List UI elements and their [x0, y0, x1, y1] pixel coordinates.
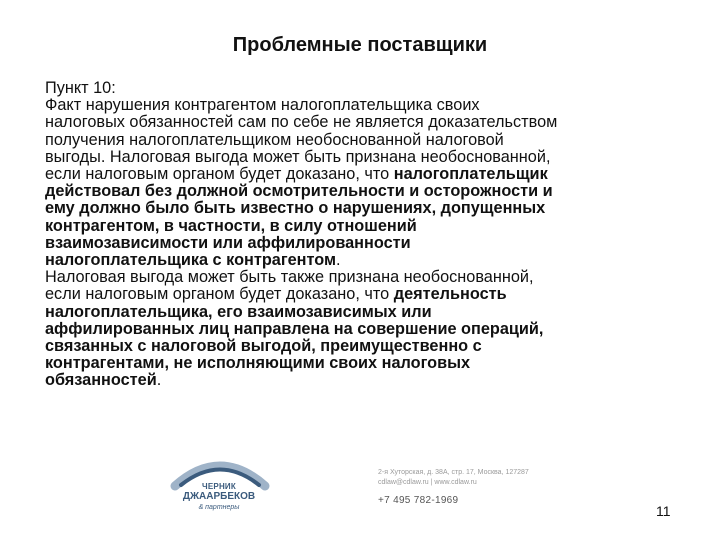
body-line [45, 183, 685, 200]
body-line [45, 321, 685, 338]
bold-text: аффилированных лиц направлена на совершение операций, [45, 319, 544, 338]
body-line [45, 218, 685, 235]
bold-text: ему должно было быть известно о нарушениях, допущенных [45, 199, 546, 218]
bold-text: деятельность [393, 285, 507, 304]
logo-name-2: ДЖААРБЕКОВ [182, 491, 256, 502]
text: Налоговая выгода может быть также признана необоснованной, [45, 268, 534, 287]
bold-text: взаимозависимости или аффилированности [45, 233, 411, 252]
page-number: 11 [656, 503, 671, 519]
contact-web: cdlaw@cdlaw.ru | www.cdlaw.ru [378, 479, 477, 486]
text: налоговых обязанностей сам по себе не является доказательством [45, 113, 558, 132]
text: если налоговым органом будет доказано, что [45, 165, 394, 184]
body-line [45, 355, 685, 372]
text: выгоды. Налоговая выгода может быть признана необоснованной, [45, 147, 551, 166]
body-line [45, 114, 685, 131]
body-line [45, 149, 685, 166]
text: Факт нарушения контрагентом налогоплательщика своих [45, 96, 480, 115]
bold-text: связанных с налоговой выгодой, преимущественно с [45, 337, 482, 356]
bold-text: налогоплательщик [393, 165, 548, 184]
slide-body [45, 80, 685, 390]
body-line [45, 132, 685, 149]
body-line [45, 235, 685, 252]
body-lines [45, 97, 685, 389]
contact-info [378, 468, 578, 488]
text: . [336, 251, 341, 270]
body-line [45, 200, 685, 217]
bold-text: обязанностей [45, 371, 157, 390]
bold-text: контрагентами, не исполняющими своих налоговых [45, 354, 471, 373]
body-line [45, 269, 685, 286]
contact-phone: +7 495 782-1969 [378, 495, 459, 506]
bold-text: налогоплательщика с контрагентом [45, 251, 337, 270]
text: если налоговым органом будет доказано, что [45, 285, 394, 304]
logo-name-3: & партнеры [198, 504, 240, 511]
body-line [45, 338, 685, 355]
bold-text: налогоплательщика, его взаимозависимых или [45, 302, 432, 321]
body-line [45, 252, 685, 269]
body-line [45, 372, 685, 389]
body-line [45, 97, 685, 114]
body-line [45, 166, 685, 183]
item-label: Пункт 10: [45, 79, 116, 97]
text: . [156, 371, 162, 390]
logo-name-1: ЧЕРНИК [202, 482, 236, 491]
body-line [45, 286, 685, 303]
bold-text: контрагентом, в частности, в силу отношений [45, 216, 417, 235]
contact-address: 2-я Хуторская, д. 38А, стр. 17, Москва, 127287 [378, 469, 529, 476]
bold-text: действовал без должной осмотрительности и осторожности и [45, 182, 553, 201]
text: получения налогоплательщиком необоснованной налоговой [45, 130, 504, 149]
body-line [45, 304, 685, 321]
slide-title: Проблемные поставщики [232, 34, 488, 56]
